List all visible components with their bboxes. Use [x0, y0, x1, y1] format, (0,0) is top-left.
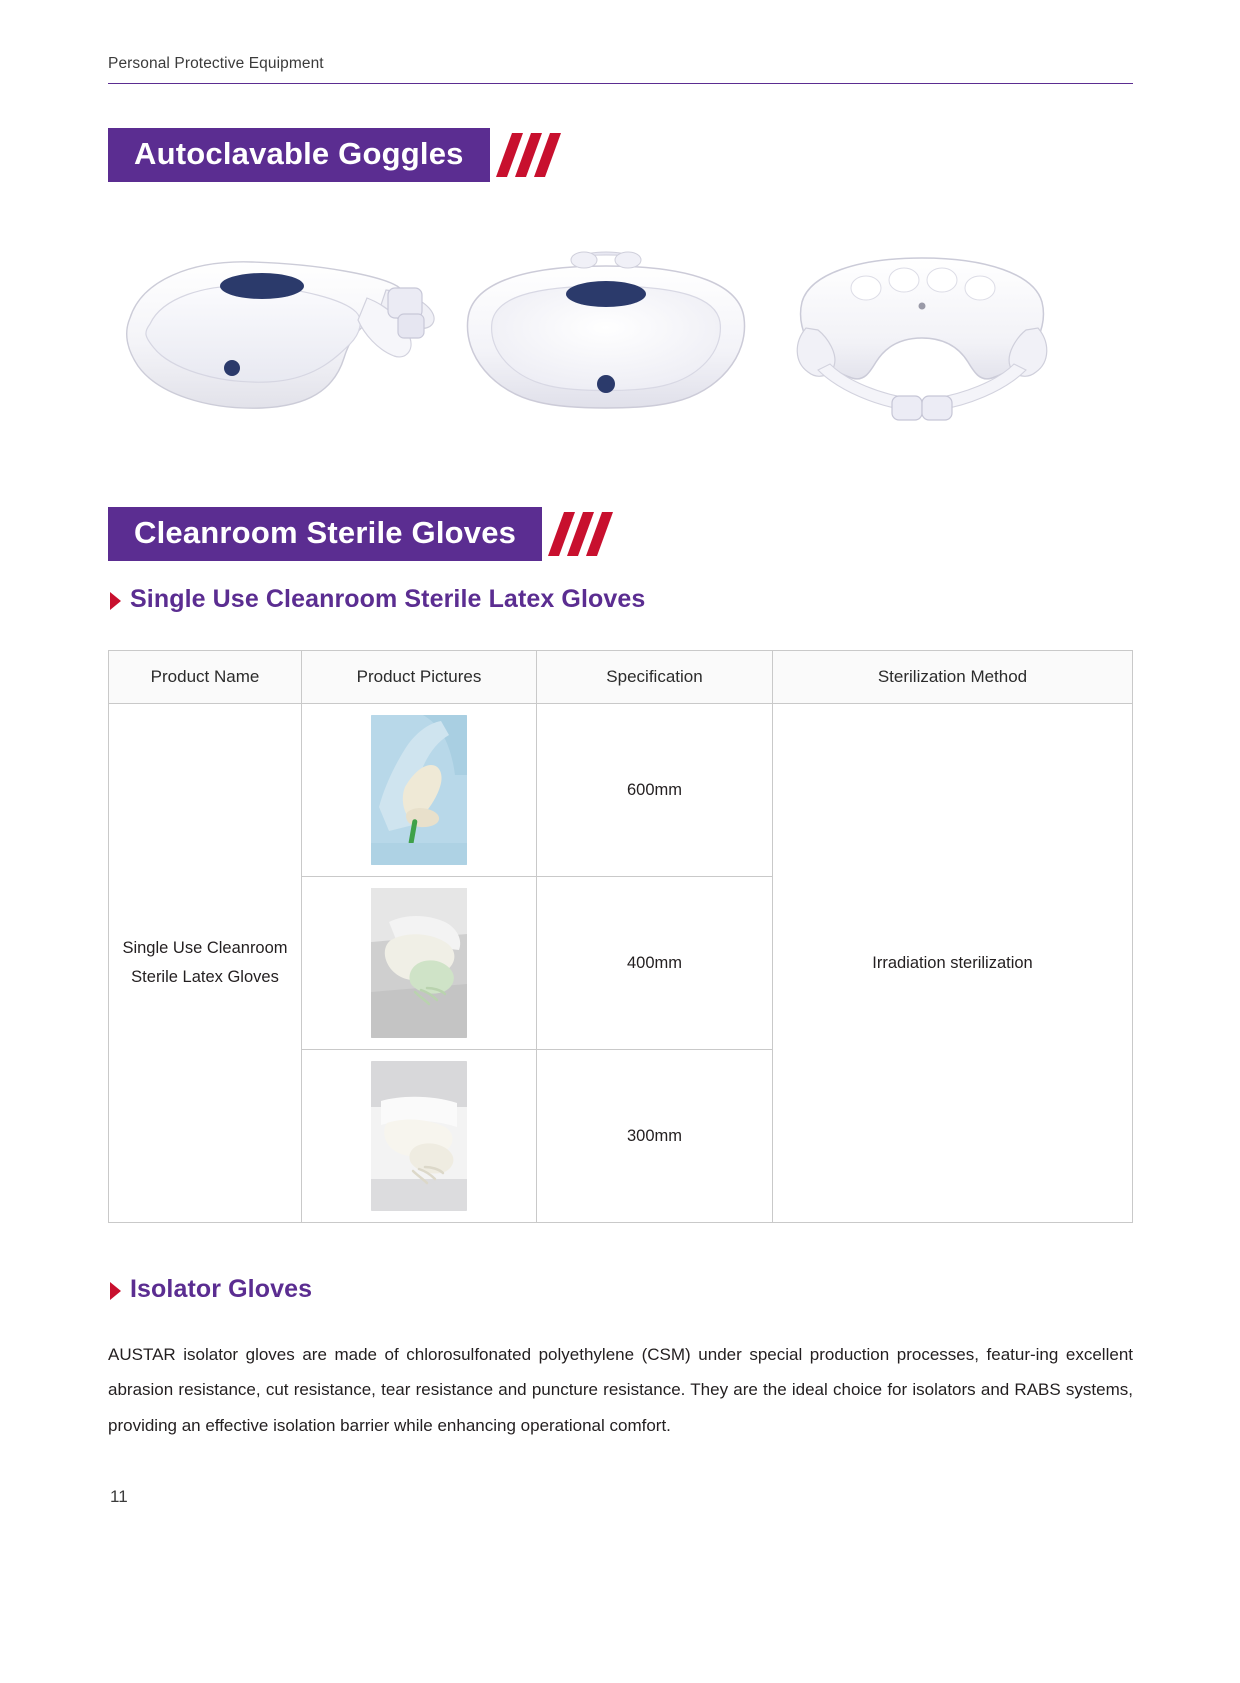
goggles-image-row: [108, 228, 1133, 468]
subheading-isolator-gloves-label: Isolator Gloves: [130, 1275, 313, 1303]
goggle-image-rear-view: [788, 246, 1058, 446]
table-header-sterilization-method: Sterilization Method: [773, 651, 1133, 704]
header-divider: [108, 83, 1133, 84]
triangle-bullet-icon: [110, 1282, 121, 1300]
cell-specification-400mm: 400mm: [537, 877, 773, 1050]
subheading-isolator-gloves: [110, 1275, 312, 1304]
table-row: [109, 704, 1133, 877]
subheading-latex-gloves-label: Single Use Cleanroom Sterile Latex Gloves: [130, 585, 646, 613]
slash-decoration-icon: [556, 512, 618, 556]
cell-sterilization-method: Irradiation sterilization: [773, 704, 1133, 1223]
latex-gloves-table: [108, 650, 1133, 1223]
page-number: 11: [110, 1487, 128, 1506]
cell-specification-600mm: 600mm: [537, 704, 773, 877]
triangle-bullet-icon: [110, 592, 121, 610]
glove-photo-grey-background: [371, 888, 467, 1038]
table-header-product-name: Product Name: [109, 651, 302, 704]
slash-decoration-icon: [504, 133, 566, 177]
cell-product-name: Single Use Cleanroom Sterile Latex Gloves: [109, 704, 302, 1223]
cell-product-picture-300mm: [302, 1050, 537, 1223]
glove-photo-white-coverall: [371, 1061, 467, 1211]
section-banner-autoclavable-goggles: [108, 128, 566, 182]
section-banner-label-2: Cleanroom Sterile Gloves: [108, 507, 542, 561]
running-head: Personal Protective Equipment: [108, 55, 324, 72]
table-header-product-pictures: Product Pictures: [302, 651, 537, 704]
section-banner-label-1: Autoclavable Goggles: [108, 128, 490, 182]
goggle-image-angled-view: [112, 228, 442, 458]
page-header: [108, 55, 1133, 84]
subheading-latex-gloves: [110, 585, 645, 614]
isolator-gloves-paragraph: AUSTAR isolator gloves are made of chlorosulfonated polyethylene (CSM) under special production processes, featur-ing excellent abrasion resistance, cut resistance, tear resistance and puncture resistance. They are the ideal choice for isolators and RABS systems, providing an effective isolation barrier while enhancing operational comfort.: [108, 1345, 1133, 1435]
section-banner-cleanroom-sterile-gloves: [108, 507, 618, 561]
goggle-image-front-view: [456, 244, 756, 444]
table-header-row: [109, 651, 1133, 704]
glove-photo-blue-background: [371, 715, 467, 865]
cell-product-picture-400mm: [302, 877, 537, 1050]
cell-product-picture-600mm: [302, 704, 537, 877]
table-header-specification: Specification: [537, 651, 773, 704]
cell-specification-300mm: 300mm: [537, 1050, 773, 1223]
